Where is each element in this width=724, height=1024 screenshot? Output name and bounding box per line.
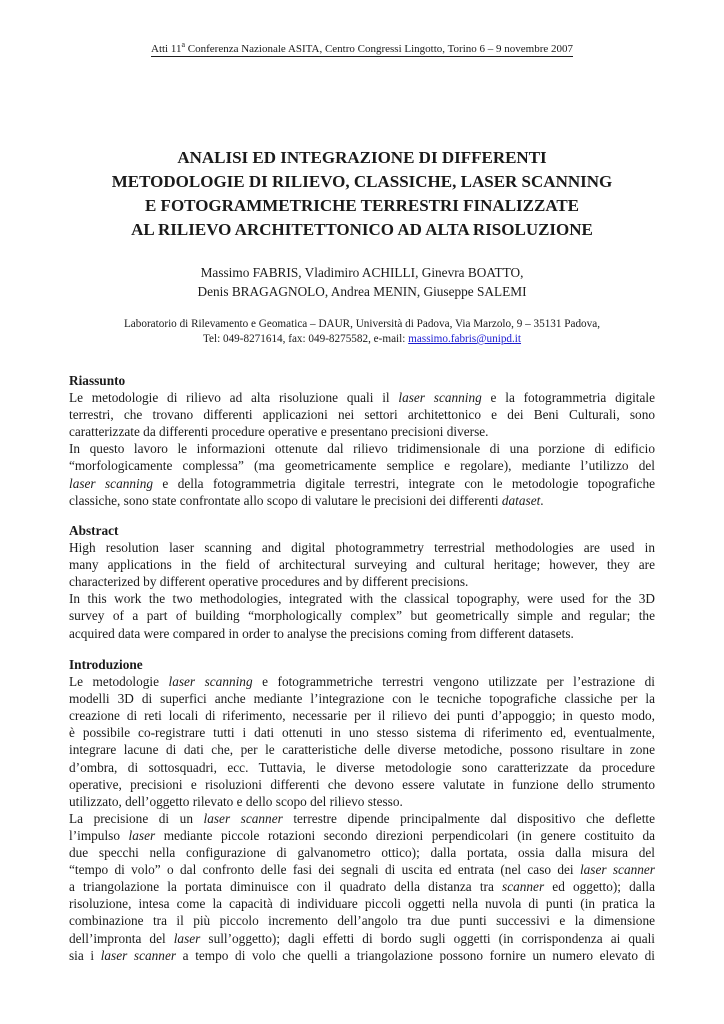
section-heading: Abstract bbox=[69, 523, 119, 538]
author-line: Denis BRAGAGNOLO, Andrea MENIN, Giuseppe SALEMI bbox=[197, 284, 527, 299]
running-header bbox=[0, 40, 724, 57]
paragraph-line: è possibile co-registrare tutti i dati ottenuti in uno stesso sistema di riferimento ed, eventualmente, bbox=[69, 725, 655, 741]
affiliation-line: Laboratorio di Rilevamento e Geomatica – DAUR, Università di Padova, Via Marzolo, 9 – 35131 Padova, bbox=[123, 318, 601, 330]
paragraph-line: survey of a part of building “morphologically complex” but geometrically simple and regular; the bbox=[69, 608, 655, 624]
paragraph-line: many applications in the field of architectural surveying and cultural heritage; however, they are bbox=[69, 557, 655, 573]
paragraph-line: sia i laser scanner a tempo di volo che quelli a triangolazione possono fornire un numero elevato di bbox=[69, 947, 655, 963]
author-line: Massimo FABRIS, Vladimiro ACHILLI, Ginevra BOATTO, bbox=[200, 265, 524, 280]
paragraph-line: “morfologicamente complessa” (ma geometricamente semplice e regolare), mediante l’utilizzo del bbox=[69, 458, 655, 474]
paragraph-line: a triangolazione la portata diminuisce con il quadrato della distanza tra scanner ed oggetto); dalla bbox=[69, 879, 655, 895]
paragraph-line: Le metodologie laser scanning e fotogrammetriche terrestri vengono utilizzate per l’estrazione di bbox=[69, 674, 655, 690]
paper-title bbox=[40, 146, 684, 242]
paragraph-line: modelli 3D di superfici anche mediante l’integrazione con le tecniche topografiche classiche per la bbox=[69, 691, 655, 707]
paragraph-line: classiche, sono state confrontate allo scopo di valutare le precisioni dei differenti dataset. bbox=[69, 492, 544, 508]
paragraph-line: characterized by different operative procedures and by different precisions. bbox=[69, 574, 469, 590]
paragraph-line: In questo lavoro le informazioni ottenute dal rilievo tridimensionale di una porzione di edificio bbox=[69, 441, 655, 457]
paragraph-line: l’impulso laser mediante piccole rotazioni secondo direzioni perpendicolari (in genere costituito da bbox=[69, 827, 655, 843]
contact-info: Tel: 049-8271614, fax: 049-8275582, e-mail: bbox=[202, 333, 409, 345]
paragraph-line: caratterizzate da differenti procedure operative e presentano precisioni diverse. bbox=[69, 424, 489, 440]
paragraph-line: In this work the two methodologies, integrated with the classical topography, were used for the 3D bbox=[69, 591, 655, 607]
paragraph-line: d’ombra, di sottosquadri, ecc. Tuttavia, le diverse metodologie sono caratterizzate da procedure bbox=[69, 759, 655, 775]
header-text-pre: Atti 11 bbox=[151, 43, 182, 55]
author-list bbox=[0, 263, 724, 301]
paragraph-line: dell’impronta del laser sull’oggetto); dagli effetti di bordo sugli oggetti (in corrispondenza ai quali bbox=[69, 930, 655, 946]
title-line: E FOTOGRAMMETRICHE TERRESTRI FINALIZZATE bbox=[144, 196, 580, 215]
section-heading: Riassunto bbox=[69, 373, 126, 388]
paragraph-line: due specchi nella configurazione di galvanometro ottico); dalla portata, ossia dalla misura del bbox=[69, 845, 655, 861]
abstract-section bbox=[69, 522, 655, 642]
paragraph-line: La precisione di un laser scanner terrestre dipende principalmente dal dispositivo che deflette bbox=[69, 810, 655, 826]
paragraph-line: risoluzione, intesa come la capacità di individuare piccoli oggetti nella nuvola di punti (in pratica la bbox=[69, 896, 655, 912]
section-heading: Introduzione bbox=[69, 657, 143, 672]
paragraph-line: terrestri, che trovano differenti applicazioni nei settori architettonico e dei Beni Culturali, sono bbox=[69, 407, 655, 423]
header-text-post: Conferenza Nazionale ASITA, Centro Congressi Lingotto, Torino 6 – 9 novembre 2007 bbox=[185, 43, 573, 55]
riassunto-section bbox=[69, 372, 655, 509]
paragraph-line: High resolution laser scanning and digital photogrammetry terrestrial methodologies are used in bbox=[69, 540, 655, 556]
paragraph-line: combinazione tra il più piccolo incremento dell’angolo tra due punti successivi e la dimensione bbox=[69, 913, 655, 929]
affiliation-line bbox=[0, 332, 724, 347]
header-superscript: a bbox=[181, 40, 186, 49]
title-line: METODOLOGIE DI RILIEVO, CLASSICHE, LASER SCANNING bbox=[111, 172, 613, 191]
paragraph-line: laser scanning e della fotogrammetria digitale terrestri, integrate con le metodologie topografiche bbox=[69, 475, 655, 491]
paragraph-line: “tempo di volo” o dal confronto delle fasi dei segnali di uscita ed entrata (nel caso dei laser scanner bbox=[69, 862, 655, 878]
paragraph-line: integrare lacune di dati che, per le caratteristiche delle diverse metodiche, possono risultare in zone bbox=[69, 742, 655, 758]
paragraph-line: creazione di reti locali di riferimento, necessarie per il rilievo dei punti d’appoggio; in questo modo, bbox=[69, 708, 655, 724]
title-line: ANALISI ED INTEGRAZIONE DI DIFFERENTI bbox=[177, 148, 547, 167]
affiliation bbox=[0, 317, 724, 347]
title-line: AL RILIEVO ARCHITETTONICO AD ALTA RISOLUZIONE bbox=[131, 220, 593, 239]
conference-reference bbox=[151, 40, 573, 57]
introduzione-section bbox=[69, 656, 655, 964]
email-link[interactable]: massimo.fabris@unipd.it bbox=[408, 333, 522, 345]
paragraph-line: acquired data were compared in order to analyse the precisions coming from different datasets. bbox=[69, 625, 574, 641]
paragraph-line: operative, precisioni e risoluzioni differenti che devono essere valutate in funzione dello strumento bbox=[69, 776, 655, 792]
paragraph-line: utilizzato, dell’oggetto rilevato e dello scopo del rilievo stesso. bbox=[69, 793, 403, 809]
paragraph-line: Le metodologie di rilievo ad alta risoluzione quali il laser scanning e la fotogrammetria digitale bbox=[69, 390, 655, 406]
